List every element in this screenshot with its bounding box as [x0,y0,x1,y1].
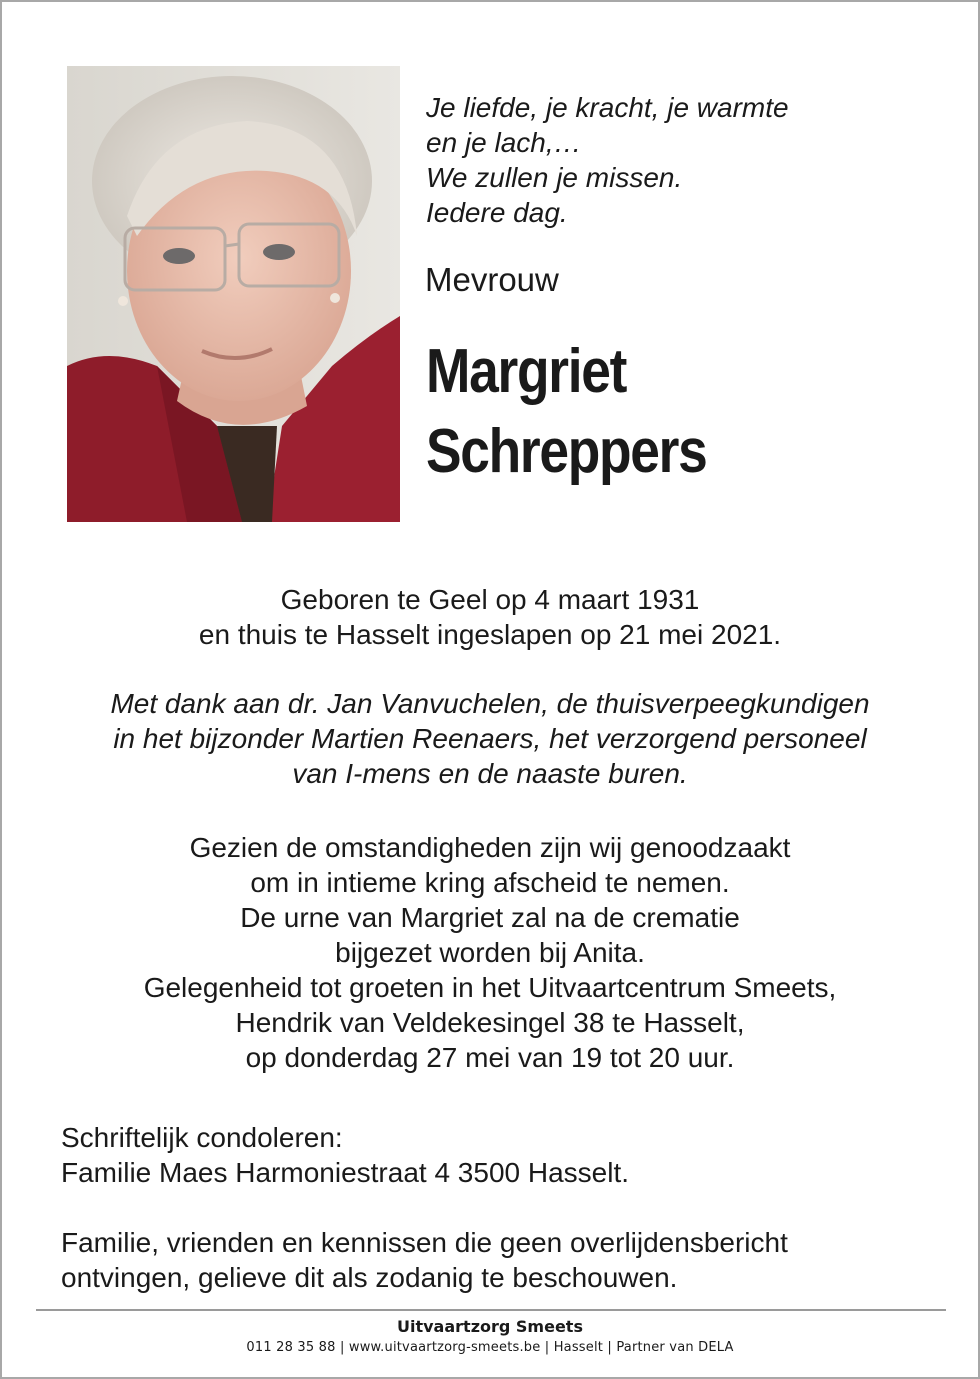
condolence-line: Familie Maes Harmoniestraat 4 3500 Hasselt. [61,1157,630,1188]
poem [426,90,789,230]
deceased-name [426,332,706,492]
ceremony-paragraph [2,830,978,1075]
birth-line: Geboren te Geel op 4 maart 1931 [280,584,700,615]
thanks-line: Met dank aan dr. Jan Vanvuchelen, de thuisverpeegkundigen [110,688,870,719]
footer-divider [36,1309,946,1311]
thanks-line: in het bijzonder Martien Reenaers, het verzorgend personeel [113,723,867,754]
notice-line: ontvingen, gelieve dit als zodanig te beschouwen. [61,1262,678,1293]
ceremony-line: Hendrik van Veldekesingel 38 te Hasselt, [235,1007,745,1038]
last-name: Schreppers [426,417,707,486]
ceremony-line: Gelegenheid tot groeten in het Uitvaartcentrum Smeets, [143,972,837,1003]
poem-line: Je liefde, je kracht, je warmte [426,92,789,123]
poem-line: Iedere dag. [426,197,568,228]
notice-paragraph [61,1225,788,1295]
salutation: Mevrouw [425,261,559,298]
portrait-illustration [67,66,400,522]
ceremony-line: bijgezet worden bij Anita. [335,937,645,968]
death-line: en thuis te Hasselt ingeslapen op 21 mei 2021. [198,619,782,650]
footer-contact: 011 28 35 88 | www.uitvaartzorg-smeets.be | Hasselt | Partner van DELA [246,1340,734,1355]
poem-line: en je lach,… [426,127,582,158]
first-name: Margriet [426,337,627,406]
condolence-heading: Schriftelijk condoleren: [61,1122,343,1153]
thanks-line: van I-mens en de naaste buren. [292,758,688,789]
condolence-address [61,1120,629,1190]
portrait-photo [67,66,400,522]
footer-title: Uitvaartzorg Smeets [397,1317,583,1336]
birth-death-info [2,582,978,652]
notice-line: Familie, vrienden en kennissen die geen overlijdensbericht [61,1227,788,1258]
ceremony-line: Gezien de omstandigheden zijn wij genoodzaakt [189,832,791,863]
ceremony-line: op donderdag 27 mei van 19 tot 20 uur. [245,1042,735,1073]
ceremony-line: om in intieme kring afscheid te nemen. [250,867,730,898]
ceremony-line: De urne van Margriet zal na de crematie [240,902,740,933]
thanks-paragraph [2,686,978,791]
poem-line: We zullen je missen. [426,162,683,193]
